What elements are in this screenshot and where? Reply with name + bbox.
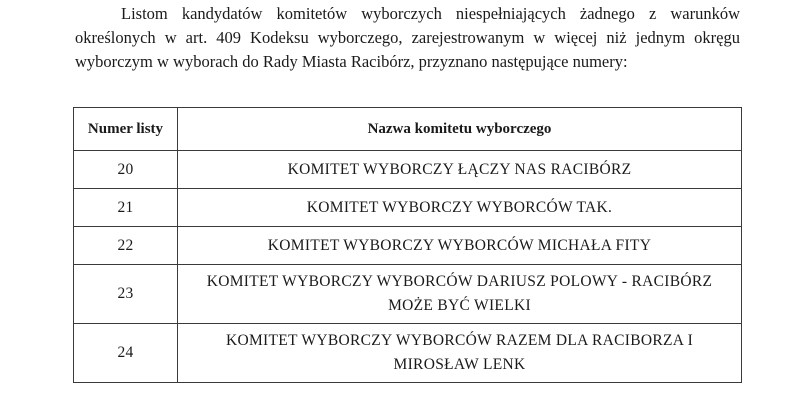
committee-name-cell: KOMITET WYBORCZY WYBORCÓW DARIUSZ POLOWY - RACIBÓRZ MOŻE BYĆ WIELKI [178, 265, 742, 324]
table-row [74, 227, 742, 265]
table-row [74, 189, 742, 227]
list-number-cell: 24 [74, 324, 178, 383]
intro-text: Listom kandydatów komitetów wyborczych niespełniających żadnego z warunków określonych w art. 409 Kodeksu wyborczego, zarejestrowanym w więcej niż jednym okręgu wyborczym w wyborach do Rady Miasta Racibórz, przyznano następujące numery: [75, 4, 740, 71]
committee-name-cell: KOMITET WYBORCZY WYBORCÓW MICHAŁA FITY [178, 227, 742, 265]
table-row [74, 151, 742, 189]
header-committee-name: Nazwa komitetu wyborczego [178, 108, 742, 151]
committee-name-cell: KOMITET WYBORCZY WYBORCÓW RAZEM DLA RACIBORZA I MIROSŁAW LENK [178, 324, 742, 383]
committees-table [73, 107, 742, 383]
list-number-cell: 22 [74, 227, 178, 265]
table-header-row [74, 108, 742, 151]
list-number-cell: 20 [74, 151, 178, 189]
list-number-cell: 21 [74, 189, 178, 227]
table-row [74, 265, 742, 324]
committee-name-cell: KOMITET WYBORCZY WYBORCÓW TAK. [178, 189, 742, 227]
committee-name-cell: KOMITET WYBORCZY ŁĄCZY NAS RACIBÓRZ [178, 151, 742, 189]
table-row [74, 324, 742, 383]
intro-paragraph [75, 2, 740, 74]
list-number-cell: 23 [74, 265, 178, 324]
header-list-number: Numer listy [74, 108, 178, 151]
